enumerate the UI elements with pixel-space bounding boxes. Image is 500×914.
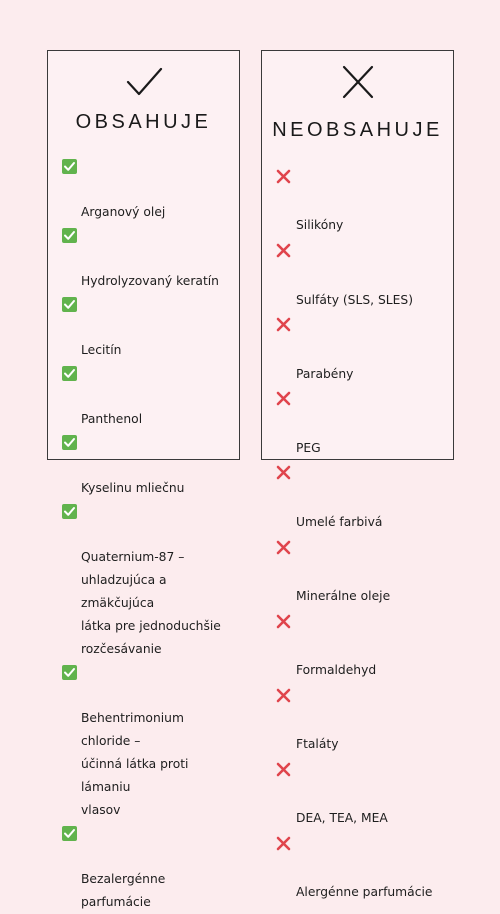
not-contains-heading: NEOBSAHUJE xyxy=(272,119,443,141)
red-cross-icon xyxy=(276,762,291,777)
red-cross-icon xyxy=(276,465,291,480)
list-item-label: Parabény xyxy=(296,366,354,381)
list-item-label: Behentrimonium chloride – účinná látka proti lámaniu vlasov xyxy=(81,711,189,817)
red-cross-icon xyxy=(276,836,291,851)
list-item-label: Panthenol xyxy=(81,412,143,426)
list-item-label: Arganový olej xyxy=(81,205,166,219)
list-item-label: Quaternium-87 – uhladzujúca a zmäkčujúca látka pre jednoduchšie rozčesávanie xyxy=(81,550,221,656)
list-item xyxy=(276,312,447,386)
list-item-label: Ftaláty xyxy=(296,737,339,752)
red-cross-icon xyxy=(276,169,291,184)
list-item xyxy=(276,164,447,238)
list-item xyxy=(62,500,233,661)
list-item xyxy=(276,386,447,460)
list-item-label: Alergénne parfumácie xyxy=(296,885,433,900)
green-check-icon xyxy=(62,435,77,450)
list-item xyxy=(62,293,233,362)
list-item-label: DEA, TEA, MEA xyxy=(296,811,388,826)
list-item-label: Silikóny xyxy=(296,218,344,233)
list-item-label: Minerálne oleje xyxy=(296,588,391,603)
not-contains-card xyxy=(261,50,454,900)
not-contains-list xyxy=(276,164,447,905)
red-cross-icon xyxy=(276,243,291,258)
list-item xyxy=(62,822,233,914)
list-item xyxy=(276,609,447,683)
list-item xyxy=(62,431,233,500)
green-check-icon xyxy=(62,159,77,174)
contains-card xyxy=(47,50,240,909)
red-cross-icon xyxy=(276,614,291,629)
green-check-icon xyxy=(62,297,77,312)
contains-list xyxy=(62,155,233,914)
list-item-label: Sulfáty (SLS, SLES) xyxy=(296,292,413,307)
green-check-icon xyxy=(62,366,77,381)
list-item xyxy=(276,683,447,757)
list-item xyxy=(276,460,447,534)
list-item xyxy=(276,831,447,905)
list-item-label: Hydrolyzovaný keratín xyxy=(81,274,219,288)
green-check-icon xyxy=(62,826,77,841)
list-item xyxy=(276,535,447,609)
red-cross-icon xyxy=(276,540,291,555)
list-item-label: Umelé farbivá xyxy=(296,514,383,529)
list-item xyxy=(62,362,233,431)
list-item xyxy=(62,661,233,822)
checkmark-icon xyxy=(124,65,164,99)
list-item xyxy=(62,224,233,293)
contains-heading: OBSAHUJE xyxy=(75,111,212,133)
list-item xyxy=(62,155,233,224)
list-item-label: PEG xyxy=(296,440,321,455)
x-mark-icon xyxy=(338,65,378,99)
red-cross-icon xyxy=(276,688,291,703)
red-cross-icon xyxy=(276,391,291,406)
list-item-label: Kyselinu mliečnu xyxy=(81,481,185,495)
green-check-icon xyxy=(62,665,77,680)
list-item-label: Formaldehyd xyxy=(296,663,377,678)
red-cross-icon xyxy=(276,317,291,332)
list-item-label: Bezalergénne parfumácie xyxy=(81,872,166,909)
green-check-icon xyxy=(62,504,77,519)
list-item-label: Lecitín xyxy=(81,343,122,357)
list-item xyxy=(276,757,447,831)
list-item xyxy=(276,238,447,312)
green-check-icon xyxy=(62,228,77,243)
